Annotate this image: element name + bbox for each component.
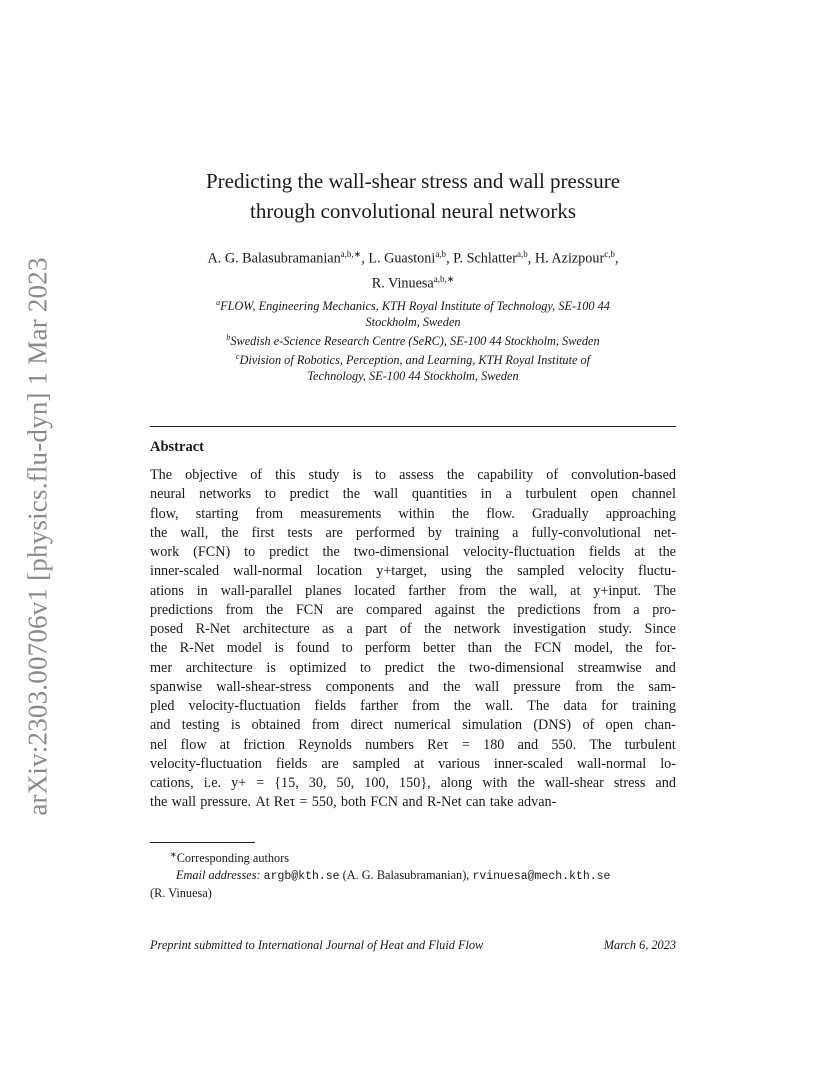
- abstract-word: R-Net: [195, 621, 231, 637]
- abstract-line: [150, 774, 676, 793]
- affil-b-text: Swedish e-Science Research Centre (SeRC), SE-100 44 Stockholm, Sweden: [230, 334, 600, 349]
- header-divider: [150, 426, 676, 427]
- abstract-word: are: [325, 524, 343, 541]
- abstract-word: capability: [477, 467, 534, 483]
- affil-mark: a: [216, 298, 221, 307]
- abstract-word: flow.: [486, 505, 515, 522]
- abstract-word: the: [487, 601, 505, 618]
- abstract-word: numbers: [365, 736, 414, 753]
- abstract-word: and: [402, 794, 423, 811]
- abstract-word: measurements: [300, 505, 382, 522]
- abstract-word: architecture: [242, 621, 310, 637]
- abstract-word: model: [226, 640, 263, 657]
- abstract-word: various: [438, 755, 480, 772]
- abstract-word: architecture: [185, 659, 253, 676]
- abstract-word: from: [458, 582, 487, 599]
- abstract-line: [150, 620, 676, 639]
- abstract-word: objective: [185, 467, 238, 483]
- abstract-word: can: [465, 794, 486, 811]
- abstract-word: The: [589, 736, 612, 753]
- abstract-word: velocity: [578, 563, 625, 580]
- abstract-word: velocity-fluctuation: [188, 698, 301, 714]
- abstract-word: optimized: [289, 659, 347, 676]
- abstract-word: 150},: [399, 775, 431, 791]
- abstract-word: 50,: [336, 775, 355, 791]
- abstract-word: with: [482, 775, 508, 791]
- abstract-line: [150, 659, 676, 678]
- abstract-word: of: [582, 717, 595, 734]
- abstract-word: is: [266, 659, 276, 676]
- abstract-word: wall.: [485, 698, 514, 714]
- email-owner-1: (A. G. Balasubramanian),: [342, 868, 470, 883]
- abstract-word: wall-parallel: [220, 582, 293, 599]
- abstract-word: found: [296, 640, 330, 657]
- affil-a-text-cont: Stockholm, Sweden: [365, 315, 461, 330]
- abstract-word: starting: [195, 505, 239, 522]
- abstract-word: spanwise: [150, 678, 203, 695]
- footnote-divider: [150, 842, 255, 843]
- abstract-line: [150, 755, 676, 774]
- abstract-word: pressure: [513, 678, 561, 695]
- abstract-word: 550.: [551, 736, 577, 753]
- abstract-word: fully-convolutional: [531, 524, 641, 541]
- abstract-word: and: [408, 678, 429, 695]
- abstract-word: planes: [305, 582, 342, 599]
- abstract-word: wall-normal: [233, 563, 303, 580]
- abstract-word: a: [346, 621, 353, 637]
- email-link-2[interactable]: rvinuesa@mech.kth.se: [472, 870, 611, 884]
- abstract-word: to: [341, 640, 353, 657]
- author-name: P. Schlatter: [453, 250, 517, 267]
- abstract-word: pressure.: [200, 794, 252, 811]
- paper-title: [150, 166, 676, 226]
- abstract-word: approaching: [605, 505, 676, 522]
- abstract-word: Gradually: [531, 505, 589, 522]
- author-affil-mark: a,b: [435, 249, 447, 259]
- abstract-word: open: [590, 486, 619, 503]
- abstract-word: 100,: [364, 775, 390, 791]
- abstract-word: convolution-based: [571, 467, 676, 483]
- abstract-word: mer: [150, 659, 173, 676]
- abstract-word: wall-normal: [576, 755, 647, 772]
- abstract-word: testing: [181, 717, 220, 734]
- abstract-word: located: [354, 582, 396, 599]
- abstract-line: [150, 678, 676, 697]
- author-affil-mark: a,b: [517, 249, 528, 259]
- abstract-word: {15,: [274, 775, 299, 791]
- abstract-word: Reynolds: [298, 736, 352, 753]
- abstract-word: Since: [644, 621, 676, 637]
- affil-mark: c: [235, 352, 240, 362]
- email-owner-2: (R. Vinuesa): [150, 886, 212, 901]
- abstract-word: streamwise: [577, 659, 642, 676]
- abstract-word: part: [365, 621, 388, 637]
- abstract-word: direct: [350, 717, 383, 734]
- abstract-word: for-: [654, 640, 676, 657]
- abstract-word: wall: [171, 794, 197, 811]
- abstract-word: predict: [289, 486, 330, 503]
- abstract-word: perform: [365, 640, 411, 657]
- abstract-word: at: [219, 736, 231, 753]
- abstract-word: the: [150, 640, 168, 657]
- abstract-word: within: [398, 505, 435, 522]
- preprint-date: March 6, 2023: [603, 938, 676, 952]
- abstract-line: [150, 466, 676, 485]
- abstract-word: velocity-fluctuation: [463, 544, 575, 560]
- abstract-word: from: [225, 601, 254, 618]
- abstract-word: channel: [631, 486, 676, 503]
- abstract-word: friction: [243, 736, 286, 753]
- arxiv-id: arXiv:2303.00706v1 [physics.flu-dyn] 1 Mar 2023: [22, 256, 53, 816]
- abstract-word: for: [601, 698, 618, 714]
- abstract-word: the: [265, 601, 284, 618]
- abstract-word: The: [653, 582, 676, 599]
- abstract-word: y+: [231, 775, 247, 791]
- abstract-word: (FCN): [193, 544, 231, 560]
- abstract-word: FCN: [295, 601, 324, 618]
- abstract-word: and: [150, 717, 171, 734]
- abstract-word: training: [631, 698, 676, 714]
- abstract-word: net-: [653, 524, 676, 541]
- author-name: A. G. Balasubramanian: [207, 250, 341, 267]
- abstract-word: lo-: [660, 755, 676, 772]
- abstract-word: in: [480, 486, 492, 503]
- author-affil-mark: a,b,∗: [340, 249, 362, 259]
- abstract-word: y+input.: [593, 582, 642, 599]
- abstract-word: 180: [483, 736, 505, 753]
- abstract-word: numerical: [394, 717, 451, 734]
- abstract-word: At: [255, 794, 270, 811]
- abstract-word: R-Net: [426, 794, 462, 811]
- footnote-corresponding: Corresponding authors: [176, 851, 290, 866]
- abstract-word: posed: [150, 621, 184, 637]
- abstract-word: the: [150, 794, 168, 811]
- abstract-word: The: [527, 698, 550, 714]
- abstract-word: wall,: [529, 582, 558, 599]
- abstract-word: fields: [275, 755, 308, 772]
- abstract-word: =: [299, 794, 308, 811]
- title-line-2: through convolutional neural networks: [249, 199, 576, 223]
- abstract-word: a: [505, 486, 512, 503]
- abstract-word: fluctu-: [638, 563, 676, 580]
- abstract-line: [150, 697, 676, 716]
- abstract-word: the: [504, 640, 522, 657]
- abstract-word: investigation: [512, 621, 587, 637]
- abstract-word: wall: [373, 486, 399, 503]
- author-list: A. G. Balasubramanian$^{a,b,∗}$, L. Guastoni$^{a,b}$, P. Schlatter$^{a,b}$, H. Azizpour$^{c,b}$, R. Vinuesa$^{a,b,∗}$: [207, 249, 619, 292]
- abstract-word: inner-scaled: [150, 563, 220, 580]
- abstract-word: study: [308, 467, 340, 483]
- abstract-word: the: [424, 621, 442, 637]
- preprint-footer: [150, 938, 676, 953]
- abstract-word: training: [455, 524, 500, 541]
- abstract-word: are: [321, 755, 339, 772]
- abstract-word: the: [322, 544, 340, 560]
- abstract-word: the: [485, 563, 504, 580]
- abstract-word: Reτ: [273, 794, 296, 811]
- abstract-word: tests: [287, 524, 313, 541]
- author-name: L. Guastoni: [368, 250, 436, 267]
- author-affil-mark: c,b: [604, 249, 615, 259]
- abstract-word: velocity-fluctuation: [150, 755, 262, 772]
- abstract-word: pro-: [652, 601, 676, 618]
- abstract-word: the: [437, 659, 456, 676]
- abstract-body: [150, 466, 676, 813]
- preprint-journal: Preprint submitted to International Journal of Heat and Fluid Flow: [150, 938, 484, 952]
- abstract-word: in: [196, 582, 208, 599]
- abstract-line: [150, 736, 676, 755]
- email-label: Email addresses:: [176, 868, 261, 883]
- abstract-word: the: [221, 524, 239, 541]
- abstract-word: at: [413, 755, 425, 772]
- abstract-word: y+target,: [376, 563, 427, 580]
- affil-a-text: FLOW, Engineering Mechanics, KTH Royal Institute of Technology, SE-100 44: [220, 299, 610, 314]
- abstract-line: [150, 505, 676, 524]
- abstract-word: the: [658, 544, 676, 560]
- abstract-word: is: [274, 640, 284, 657]
- abstract-word: to: [374, 467, 387, 483]
- abstract-word: wall-shear: [544, 775, 604, 791]
- abstract-word: cations,: [150, 775, 194, 791]
- abstract-word: to: [244, 544, 256, 560]
- abstract-word: assess: [399, 467, 434, 483]
- title-line-1: Predicting the wall-shear stress and wall pressure: [205, 169, 621, 193]
- abstract-word: farther: [360, 698, 398, 714]
- abstract-word: from: [574, 678, 603, 695]
- abstract-word: flow: [180, 736, 207, 753]
- abstract-line: [150, 716, 676, 735]
- abstract-word: open: [605, 717, 634, 734]
- abstract-word: predictions: [517, 601, 581, 618]
- abstract-word: predictions: [150, 601, 214, 618]
- abstract-word: the: [342, 486, 361, 503]
- abstract-word: a: [633, 601, 640, 618]
- abstract-word: 30,: [308, 775, 327, 791]
- abstract-word: fields: [314, 698, 347, 714]
- abstract-line: [150, 639, 676, 658]
- email-link-1[interactable]: argb@kth.se: [263, 870, 340, 884]
- abstract-word: first: [251, 524, 275, 541]
- abstract-line: [150, 582, 676, 601]
- abstract-word: predict: [269, 544, 309, 560]
- abstract-word: 550,: [311, 794, 337, 811]
- abstract-word: this: [275, 467, 296, 483]
- author-name: H. Azizpour: [534, 250, 605, 267]
- abstract-word: FCN: [534, 640, 562, 657]
- abstract-word: advan-: [517, 794, 557, 811]
- author-name: R. Vinuesa: [371, 275, 434, 292]
- abstract-word: fields: [588, 544, 621, 560]
- affil-mark: b: [226, 333, 231, 343]
- abstract-word: obtained: [251, 717, 301, 734]
- abstract-word: as: [322, 621, 334, 637]
- abstract-word: and: [655, 659, 676, 676]
- abstract-word: the: [446, 467, 465, 483]
- abstract-word: R-Net: [179, 640, 215, 657]
- abstract-word: a: [512, 524, 519, 541]
- abstract-word: inner-scaled: [493, 755, 563, 772]
- abstract-word: performed: [355, 524, 415, 541]
- abstract-word: the: [625, 640, 643, 657]
- abstract-word: i.e.: [203, 775, 222, 791]
- abstract-word: against: [434, 601, 475, 618]
- abstract-word: (DNS): [533, 717, 572, 734]
- abstract-word: sampled: [352, 755, 400, 772]
- abstract-word: the: [616, 678, 635, 695]
- abstract-line: [150, 793, 676, 812]
- abstract-line: [150, 485, 676, 504]
- abstract-word: =: [256, 775, 265, 791]
- abstract-word: is: [230, 717, 241, 734]
- abstract-word: by: [427, 524, 443, 541]
- abstract-word: from: [593, 601, 621, 618]
- abstract-word: networks: [199, 486, 252, 503]
- abstract-word: nel: [150, 736, 168, 753]
- abstract-word: =: [461, 736, 470, 753]
- abstract-word: components: [325, 678, 395, 695]
- abstract-word: turbulent: [624, 736, 676, 753]
- affil-c-text: Division of Robotics, Perception, and Learning, KTH Royal Institute of: [239, 353, 591, 368]
- abstract-word: of: [546, 467, 559, 483]
- abstract-word: at: [570, 582, 581, 599]
- abstract-word: sampled: [517, 563, 565, 580]
- abstract-word: data: [563, 698, 588, 714]
- abstract-word: sam-: [648, 678, 676, 695]
- abstract-word: and: [517, 736, 539, 753]
- abstract-word: are: [336, 601, 354, 618]
- abstract-word: wall-shear-stress: [216, 678, 312, 695]
- abstract-word: chan-: [644, 717, 676, 734]
- abstract-word: to: [359, 659, 372, 676]
- abstract-word: quantities: [411, 486, 468, 503]
- abstract-word: and: [655, 775, 676, 791]
- abstract-word: farther: [408, 582, 446, 599]
- affiliations: [150, 295, 676, 384]
- abstract-line: [150, 524, 676, 543]
- abstract-word: simulation: [462, 717, 523, 734]
- abstract-word: both: [340, 794, 367, 811]
- abstract-word: take: [489, 794, 514, 811]
- abstract-word: better: [423, 640, 456, 657]
- abstract-word: from: [311, 717, 340, 734]
- abstract-word: The: [150, 467, 173, 483]
- abstract-word: to: [264, 486, 276, 503]
- abstract-word: the: [451, 505, 470, 522]
- abstract-word: network: [453, 621, 501, 637]
- abstract-word: along: [440, 775, 473, 791]
- arxiv-stamp: [24, 256, 52, 816]
- abstract-word: stress: [613, 775, 646, 791]
- abstract-word: compared: [366, 601, 422, 618]
- abstract-word: at: [634, 544, 645, 560]
- abstract-word: the: [150, 524, 168, 541]
- affil-c-text-cont: Technology, SE-100 44 Stockholm, Sweden: [307, 369, 519, 384]
- abstract-word: the: [517, 775, 535, 791]
- abstract-word: predict: [384, 659, 425, 676]
- abstract-word: from: [412, 698, 440, 714]
- abstract-word: work: [150, 544, 180, 560]
- abstract-word: the: [453, 698, 472, 714]
- abstract-word: the: [443, 678, 461, 695]
- abstract-word: from: [255, 505, 284, 522]
- abstract-word: location: [316, 563, 363, 580]
- abstract-heading: Abstract: [150, 439, 204, 455]
- abstract-line: [150, 562, 676, 581]
- abstract-word: is: [352, 467, 362, 483]
- abstract-word: FCN: [370, 794, 398, 811]
- abstract-word: pled: [150, 698, 175, 714]
- abstract-word: study.: [598, 621, 632, 637]
- abstract-word: using: [440, 563, 472, 580]
- abstract-word: two-dimensional: [468, 659, 565, 676]
- abstract-word: of: [399, 621, 412, 637]
- abstract-word: of: [250, 467, 263, 483]
- abstract-word: ations: [150, 582, 184, 599]
- abstract-word: two-dimensional: [353, 544, 450, 560]
- abstract-word: wall,: [180, 524, 209, 541]
- abstract-word: wall: [474, 678, 500, 695]
- abstract-word: flow,: [150, 505, 179, 522]
- abstract-word: neural: [150, 486, 186, 503]
- abstract-word: model,: [573, 640, 613, 657]
- abstract-word: turbulent: [525, 486, 577, 503]
- abstract-word: Reτ: [427, 736, 449, 753]
- author-affil-mark: a,b,∗: [433, 273, 455, 284]
- footnote-mark: ∗: [170, 850, 177, 859]
- abstract-word: than: [467, 640, 493, 657]
- abstract-line: [150, 601, 676, 620]
- footnote: [150, 846, 676, 902]
- abstract-word: the: [499, 582, 517, 599]
- abstract-line: [150, 543, 676, 562]
